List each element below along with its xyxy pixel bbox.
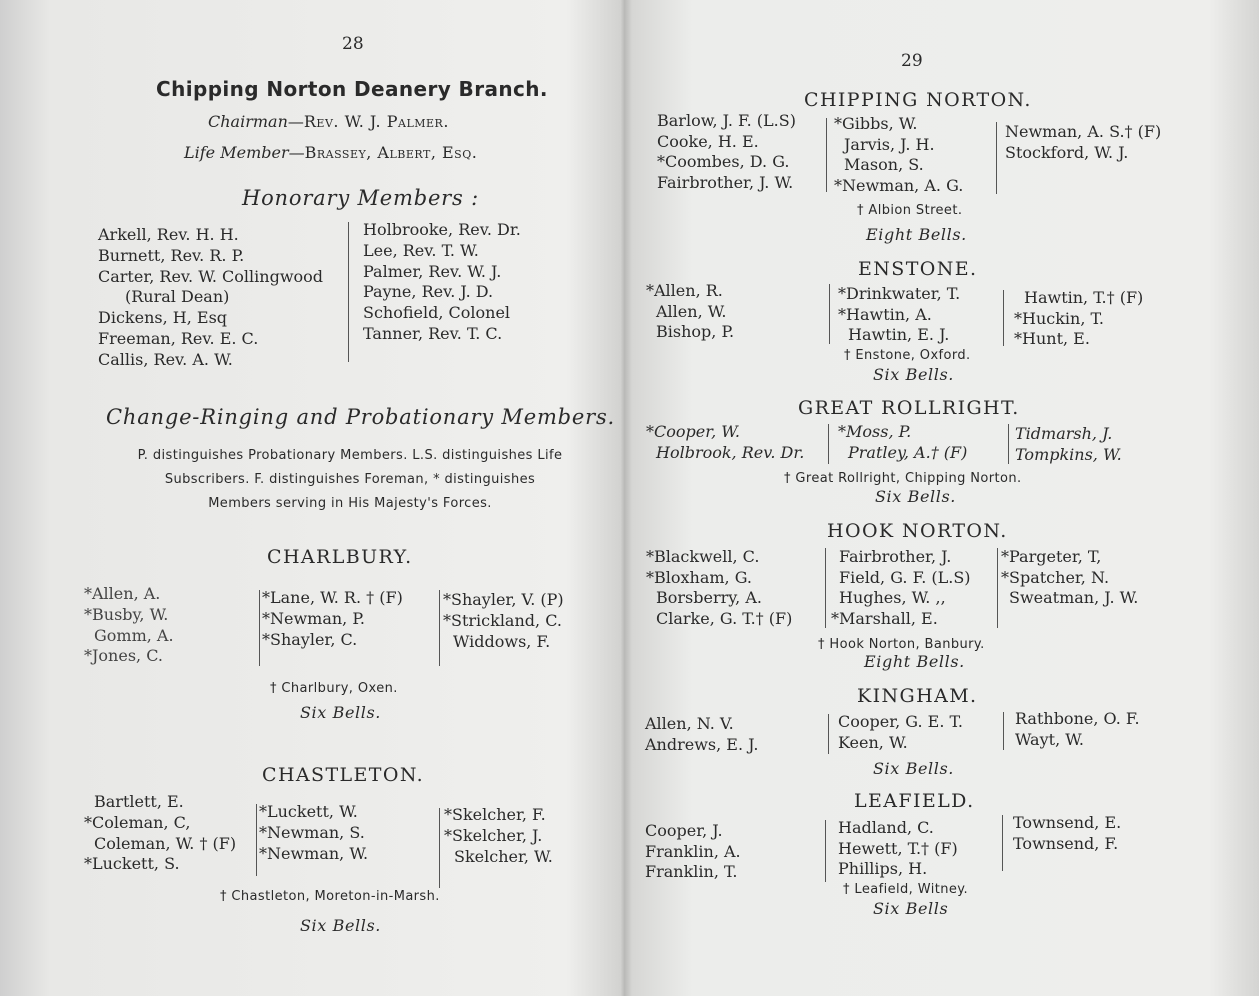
ringer-name: *Skelcher, F. bbox=[444, 805, 546, 824]
tower-name-leafield: LEAFIELD. bbox=[854, 790, 975, 812]
leafield-col-3 bbox=[1013, 813, 1121, 854]
ringer-name: Coleman, W. † (F) bbox=[94, 833, 237, 853]
enstone-bells: Six Bells. bbox=[873, 365, 954, 384]
left-page bbox=[0, 0, 615, 996]
ringer-name: *Drinkwater, T. bbox=[838, 284, 961, 303]
hook-norton-col-2 bbox=[831, 547, 971, 629]
great-rollright-address: † Great Rollright, Chipping Norton. bbox=[784, 471, 1022, 486]
legend-line: P. distinguishes Probationary Members. L.S. distinguishes Life bbox=[137, 448, 563, 463]
ringer-name: *Jones, C. bbox=[84, 646, 163, 666]
hook-norton-bells: Eight Bells. bbox=[864, 652, 965, 671]
ringer-name: Hadland, C. bbox=[838, 818, 934, 837]
ringer-name: Newman, A. S.† (F) bbox=[1005, 122, 1162, 141]
ringer-name: *Shayler, C. bbox=[262, 629, 358, 649]
hook-norton-address: † Hook Norton, Banbury. bbox=[818, 637, 985, 652]
ringer-name: Jarvis, J. H. bbox=[844, 134, 935, 154]
ringer-name: Clarke, G. T.† (F) bbox=[656, 608, 793, 628]
column-divider bbox=[1002, 815, 1003, 871]
branch-title: Chipping Norton Deanery Branch. bbox=[156, 77, 548, 101]
column-divider bbox=[828, 714, 829, 754]
kingham-col-2 bbox=[838, 712, 963, 753]
right-page bbox=[625, 0, 1259, 996]
ringer-name: Bartlett, E. bbox=[94, 792, 184, 811]
tower-name-charlbury: CHARLBURY. bbox=[267, 546, 413, 568]
ringer-name: Cooper, J. bbox=[645, 821, 723, 840]
ringer-name: *Blackwell, C. bbox=[646, 547, 760, 566]
ringer-name: Sweatman, J. W. bbox=[1009, 588, 1139, 607]
member-name: Lee, Rev. T. W. bbox=[363, 240, 479, 260]
ringer-name: *Marshall, E. bbox=[831, 608, 938, 628]
honorary-heading: Honorary Members : bbox=[242, 186, 479, 210]
ringer-name: *Shayler, V. (P) bbox=[443, 590, 564, 609]
tower-name-kingham: KINGHAM. bbox=[857, 685, 978, 707]
column-divider bbox=[1008, 424, 1009, 464]
enstone-col-3 bbox=[1014, 288, 1143, 350]
ringer-name: *Gibbs, W. bbox=[834, 114, 918, 133]
tower-name-great-rollright: GREAT ROLLRIGHT. bbox=[798, 397, 1020, 419]
chairman-name: Rev. W. J. Palmer. bbox=[303, 112, 449, 131]
chairman-role: Chairman bbox=[208, 112, 288, 131]
column-divider bbox=[256, 804, 257, 876]
leafield-address: † Leafield, Witney. bbox=[843, 882, 969, 897]
column-divider bbox=[996, 122, 997, 194]
ringer-name: *Coleman, C, bbox=[84, 812, 191, 832]
ringer-name: Hughes, W. ,, bbox=[839, 588, 946, 607]
honorary-col-1 bbox=[98, 225, 323, 371]
ringer-name: Skelcher, W. bbox=[454, 846, 553, 866]
member-name: Burnett, Rev. R. P. bbox=[98, 245, 245, 265]
leafield-col-2 bbox=[838, 818, 958, 880]
member-name: Holbrooke, Rev. Dr. bbox=[363, 220, 521, 239]
great-rollright-col-1 bbox=[646, 422, 804, 463]
charlbury-col-1 bbox=[84, 584, 174, 667]
column-divider bbox=[825, 548, 826, 628]
chipping-norton-col-2 bbox=[834, 114, 963, 196]
chastleton-bells: Six Bells. bbox=[300, 916, 381, 935]
ringer-name: Cooper, G. E. T. bbox=[838, 712, 963, 731]
ringer-name: Holbrook, Rev. Dr. bbox=[656, 442, 805, 462]
member-name: Schofield, Colonel bbox=[363, 303, 511, 323]
member-name: Payne, Rev. J. D. bbox=[363, 282, 494, 302]
ringer-name: *Hawtin, A. bbox=[838, 304, 932, 324]
tower-name-hook-norton: HOOK NORTON. bbox=[827, 520, 1008, 542]
ringer-name: *Newman, P. bbox=[262, 608, 365, 628]
ringer-name: Franklin, T. bbox=[645, 862, 738, 881]
life-member-role: Life Member bbox=[184, 143, 289, 162]
charlbury-col-3 bbox=[443, 590, 564, 652]
ringer-name: *Luckett, S. bbox=[84, 854, 180, 874]
ringer-name: Bishop, P. bbox=[656, 322, 735, 341]
ringer-name: Allen, W. bbox=[656, 301, 727, 321]
ringer-name: Keen, W. bbox=[838, 732, 908, 752]
chastleton-col-2 bbox=[259, 802, 368, 864]
legend bbox=[95, 444, 605, 516]
column-divider bbox=[259, 590, 260, 666]
tower-name-enstone: ENSTONE. bbox=[858, 258, 978, 280]
ringer-name: *Allen, R. bbox=[646, 281, 723, 300]
ringer-name: *Newman, W. bbox=[259, 843, 369, 863]
ringer-name: *Bloxham, G. bbox=[646, 567, 753, 587]
great-rollright-col-2 bbox=[838, 422, 967, 463]
ringer-name: Gomm, A. bbox=[94, 625, 174, 645]
ringer-name: Townsend, F. bbox=[1013, 833, 1119, 853]
page-number: 29 bbox=[901, 51, 923, 71]
leafield-col-1 bbox=[645, 821, 741, 883]
ringer-name: Borsberry, A. bbox=[656, 588, 762, 607]
ringer-name: Tompkins, W. bbox=[1015, 444, 1122, 464]
ringer-name: Field, G. F. (L.S) bbox=[839, 567, 971, 587]
column-divider bbox=[348, 222, 349, 362]
great-rollright-bells: Six Bells. bbox=[875, 487, 956, 506]
chastleton-address: † Chastleton, Moreton-in-Marsh. bbox=[220, 889, 440, 904]
ringer-name: *Skelcher, J. bbox=[444, 825, 543, 845]
ringer-name: Hewett, T.† (F) bbox=[838, 838, 958, 858]
ringer-name: Andrews, E. J. bbox=[645, 734, 759, 754]
page-number: 28 bbox=[342, 34, 364, 54]
ringer-name: Pratley, A.† (F) bbox=[848, 442, 968, 462]
member-name: Palmer, Rev. W. J. bbox=[363, 261, 502, 281]
column-divider bbox=[1003, 290, 1004, 346]
ringer-name: *Pargeter, T, bbox=[1001, 547, 1102, 566]
life-member-name: Brassey, Albert, Esq. bbox=[304, 143, 478, 162]
column-divider bbox=[826, 118, 827, 192]
kingham-bells: Six Bells. bbox=[873, 759, 954, 778]
chipping-norton-col-1 bbox=[657, 111, 796, 193]
ringer-name: *Spatcher, N. bbox=[1001, 567, 1110, 587]
member-name: Arkell, Rev. H. H. bbox=[98, 225, 239, 244]
ringer-name: *Huckin, T. bbox=[1014, 308, 1104, 328]
ringer-name: Franklin, A. bbox=[645, 841, 741, 861]
kingham-col-3 bbox=[1015, 709, 1140, 750]
ringer-name: *Newman, S. bbox=[259, 822, 365, 842]
ringer-name: Barlow, J. F. (L.S) bbox=[657, 111, 796, 130]
change-ringing-heading: Change-Ringing and Probationary Members. bbox=[106, 405, 616, 429]
column-divider bbox=[828, 424, 829, 464]
great-rollright-col-3 bbox=[1015, 424, 1122, 465]
enstone-address: † Enstone, Oxford. bbox=[844, 348, 971, 363]
ringer-name: Wayt, W. bbox=[1015, 729, 1084, 749]
ringer-name: *Allen, A. bbox=[84, 584, 161, 603]
legend-line: Subscribers. F. distinguishes Foreman, * distinguishes bbox=[164, 472, 536, 487]
column-divider bbox=[997, 548, 998, 628]
ringer-name: Fairbrother, J. W. bbox=[657, 172, 794, 192]
ringer-name: *Newman, A. G. bbox=[834, 175, 964, 195]
ringer-name: Allen, N. V. bbox=[645, 714, 734, 733]
chipping-norton-bells: Eight Bells. bbox=[866, 225, 967, 244]
ringer-name: *Busby, W. bbox=[84, 604, 169, 624]
leafield-bells: Six Bells bbox=[873, 899, 949, 918]
column-divider bbox=[1003, 712, 1004, 750]
ringer-name: *Cooper, W. bbox=[646, 422, 741, 441]
chastleton-col-1 bbox=[84, 792, 236, 875]
ringer-name: *Luckett, W. bbox=[259, 802, 358, 821]
column-divider bbox=[439, 808, 440, 888]
ringer-name: Fairbrother, J. bbox=[839, 547, 952, 566]
charlbury-col-2 bbox=[262, 588, 403, 650]
chairman-line: Chairman—Rev. W. J. Palmer. bbox=[208, 112, 449, 131]
member-name: Callis, Rev. A. W. bbox=[98, 349, 233, 369]
column-divider bbox=[439, 590, 440, 666]
ringer-name: Stockford, W. J. bbox=[1005, 142, 1129, 162]
chipping-norton-address: † Albion Street. bbox=[857, 203, 963, 218]
ringer-name: Hawtin, E. J. bbox=[848, 325, 950, 344]
charlbury-address: † Charlbury, Oxen. bbox=[270, 681, 398, 696]
charlbury-bells: Six Bells. bbox=[300, 703, 381, 722]
hook-norton-col-1 bbox=[646, 547, 792, 629]
ringer-name: Rathbone, O. F. bbox=[1015, 709, 1140, 728]
tower-name-chipping-norton: CHIPPING NORTON. bbox=[804, 89, 1032, 111]
ringer-name: *Lane, W. R. † (F) bbox=[262, 588, 403, 607]
ringer-name: Mason, S. bbox=[844, 155, 924, 174]
chipping-norton-col-3 bbox=[1005, 122, 1161, 163]
member-name: Carter, Rev. W. Collingwood bbox=[98, 266, 324, 286]
enstone-col-1 bbox=[646, 281, 734, 343]
member-note: (Rural Dean) bbox=[125, 287, 230, 307]
ringer-name: Cooke, H. E. bbox=[657, 131, 759, 151]
honorary-col-2 bbox=[363, 220, 521, 345]
ringer-name: Widdows, F. bbox=[453, 631, 551, 651]
life-member-line: Life Member—Brassey, Albert, Esq. bbox=[184, 143, 478, 162]
ringer-name: *Hunt, E. bbox=[1014, 329, 1090, 348]
ringer-name: Townsend, E. bbox=[1013, 813, 1122, 832]
enstone-col-2 bbox=[838, 284, 960, 346]
column-divider bbox=[829, 284, 830, 344]
chastleton-col-3 bbox=[444, 805, 553, 867]
hook-norton-col-3 bbox=[1001, 547, 1138, 609]
ringer-name: Hawtin, T.† (F) bbox=[1024, 288, 1144, 307]
member-name: Freeman, Rev. E. C. bbox=[98, 328, 259, 348]
member-name: Tanner, Rev. T. C. bbox=[363, 323, 503, 343]
ringer-name: *Moss, P. bbox=[838, 422, 912, 441]
tower-name-chastleton: CHASTLETON. bbox=[262, 764, 425, 786]
legend-line: Members serving in His Majesty's Forces. bbox=[208, 496, 492, 511]
ringer-name: Phillips, H. bbox=[838, 859, 928, 878]
ringer-name: *Coombes, D. G. bbox=[657, 152, 790, 171]
kingham-col-1 bbox=[645, 714, 758, 755]
member-name: Dickens, H, Esq bbox=[98, 308, 228, 328]
column-divider bbox=[825, 820, 826, 882]
ringer-name: Tidmarsh, J. bbox=[1015, 424, 1113, 443]
ringer-name: *Strickland, C. bbox=[443, 610, 562, 630]
